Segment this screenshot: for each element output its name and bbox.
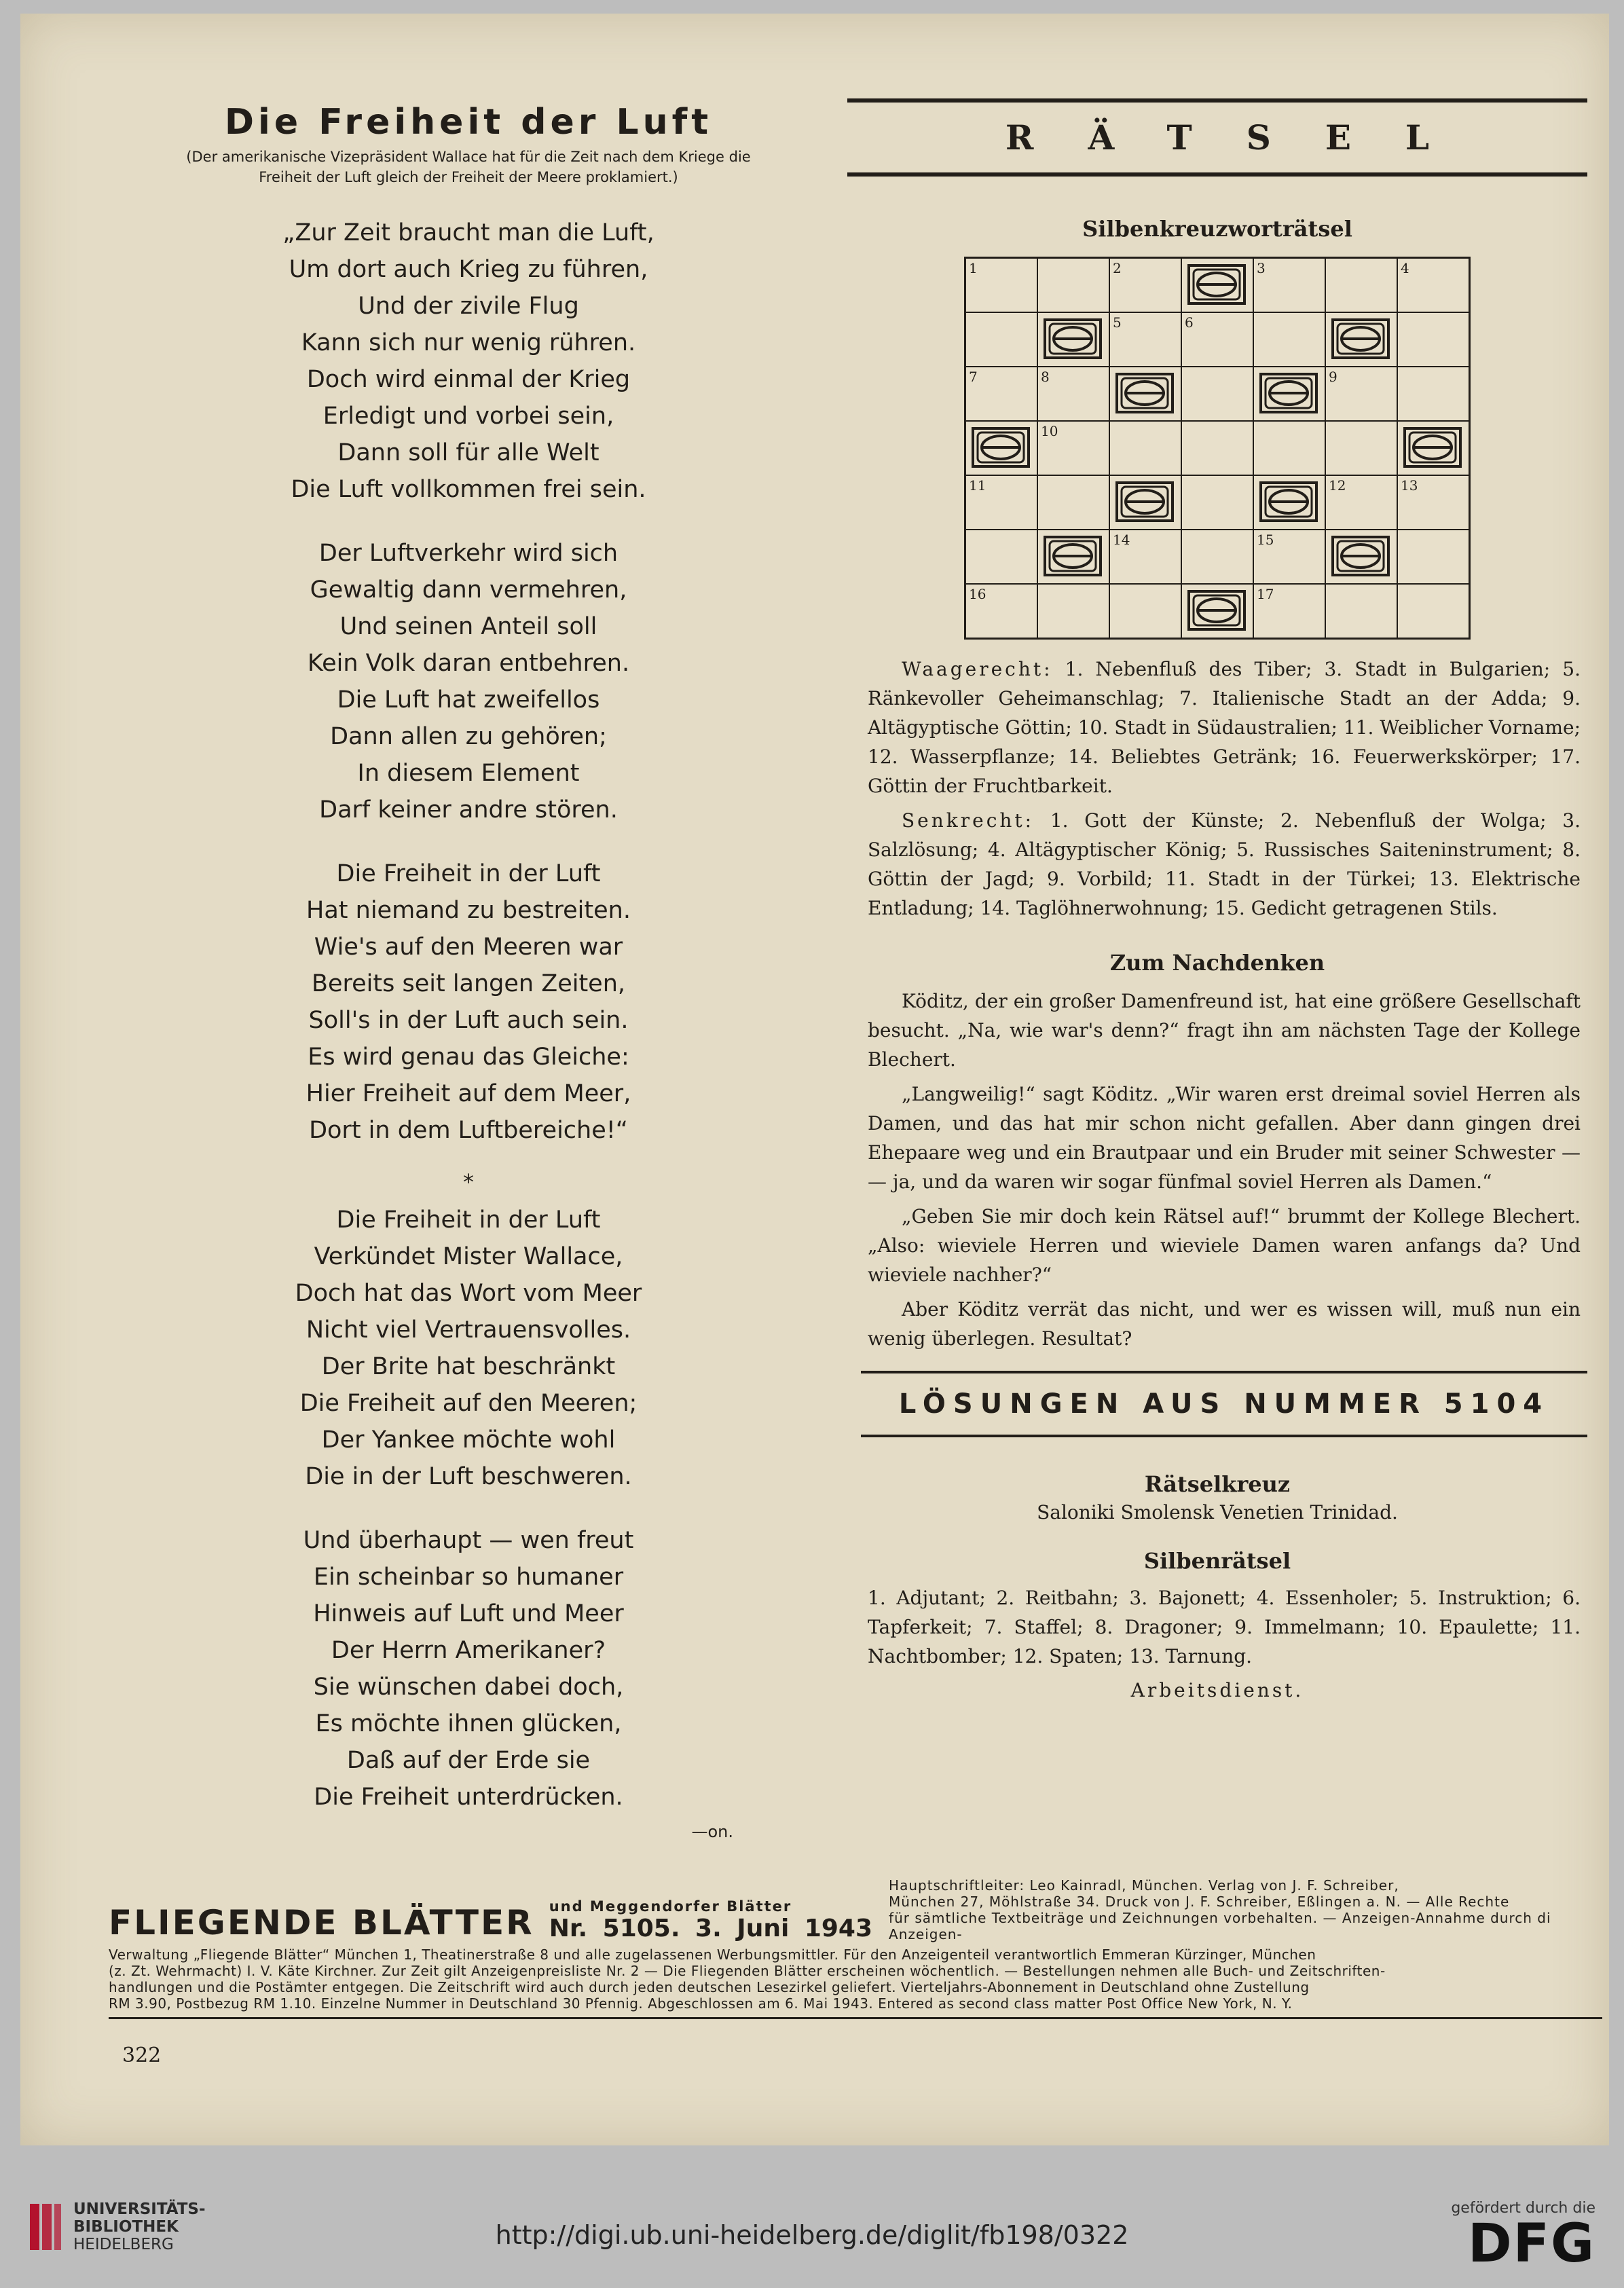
crossword-cell [1181, 312, 1253, 367]
crossword-cell [1037, 421, 1109, 475]
crossword-cell [1037, 584, 1109, 639]
issue-number: Nr. 5105. 3. Juni 1943 [549, 1915, 873, 1942]
poem-line: Soll's in der Luft auch sein. [308, 1007, 629, 1034]
think-paragraph: Aber Köditz verrät das nicht, und wer es wissen will, muß nun ein wenig überlegen. Resultat? [868, 1298, 1581, 1350]
crossword-cell [1109, 312, 1181, 367]
crossword-cell-number: 16 [969, 586, 986, 602]
imprint-line: München 27, Möhlstraße 34. Druck von J. F. Schreiber, Eßlingen a. N. — Alle Rechte [889, 1894, 1510, 1910]
crossword-row [965, 367, 1470, 421]
poem-stanza [95, 215, 842, 508]
crossword-wrapper [847, 257, 1587, 640]
think-paragraph: Köditz, der ein großer Damenfreund ist, hat eine größere Gesellschaft besucht. „Na, wie war's denn?“ fragt ihn am nächsten Tage der Kollege Blechert. [868, 990, 1581, 1071]
imprint-line: RM 3.90, Postbezug RM 1.10. Einzelne Nummer in Deutschland 30 Pfennig. Abgeschlossen am 6. Mai 1943. Entered as second class matter Post Office New York, N. Y. [109, 1995, 1293, 2012]
crossword-block-cell [1325, 530, 1397, 584]
clues-across-text: 1. Nebenfluß des Tiber; 3. Stadt in Bulgarien; 5. Ränkevoller Geheimanschlag; 7. Italienische Stadt an der Adda; 9. Altägyptische Göttin; 10. Stadt in Südaustralien; 11. Weiblicher Vorname; 12. Wasserpflanze; 14. Beliebtes Getränk; 16. Feuerwerkskörper; 17. Göttin der Fruchtbarkeit. [868, 658, 1581, 797]
poem-line: Die in der Luft beschweren. [305, 1463, 632, 1490]
poem-line: Es wird genau das Gleiche: [308, 1044, 629, 1071]
poem-line: Erledigt und vorbei sein, [322, 403, 614, 430]
crossword-row [965, 584, 1470, 639]
poem-line: Der Herrn Amerikaner? [331, 1637, 606, 1664]
masthead [109, 1877, 1602, 2019]
poem-line: Die Freiheit auf den Meeren; [299, 1390, 638, 1417]
crossword-row [965, 258, 1470, 313]
dfg-logo[interactable] [1451, 2200, 1595, 2274]
crossword-cell [1109, 584, 1181, 639]
page-number: 322 [122, 2044, 162, 2067]
crossword-cell [1181, 530, 1253, 584]
poem-line: Dann soll für alle Welt [337, 439, 599, 466]
poem-stanza [95, 535, 842, 828]
crossword-cell-number: 10 [1041, 423, 1058, 439]
imprint-line: Verwaltung „Fliegende Blätter“ München 1, Theatinerstraße 8 und alle zugelassenen Werbungsmittler. Für den Anzeigenteil verantwortlich Emmeran Kürzinger, München [109, 1946, 1316, 1963]
poem-stanza [95, 1202, 842, 1495]
crossword-cell [965, 475, 1038, 530]
magazine-name: FLIEGENDE BLÄTTER [109, 1903, 534, 1942]
crossword-cell [965, 584, 1038, 639]
think-paragraph: „Langweilig!“ sagt Köditz. „Wir waren erst dreimal soviel Herren als Damen, und das hat mir schon nicht gefallen. Aber dann gingen drei Ehepaare weg und ein Brautpaar und ein Bruder mit seiner Schwester — — ja, und da waren wir sogar fünfmal soviel Herren als Damen.“ [868, 1083, 1581, 1193]
crossword-cell [1109, 530, 1181, 584]
crossword-cell [965, 367, 1038, 421]
poem-column [95, 102, 842, 1841]
clues-across-label: Waagerecht: [902, 658, 1053, 680]
crossword-cell-number: 7 [969, 369, 978, 385]
clues-down-label: Senkrecht: [902, 809, 1035, 832]
ornament-block-icon [1258, 371, 1319, 415]
ornament-block-icon [1114, 480, 1175, 523]
crossword-block-cell [965, 421, 1038, 475]
solution2-text: 1. Adjutant; 2. Reitbahn; 3. Bajonett; 4. Essenholer; 5. Instruktion; 6. Tapferkeit; 7. Staffel; 8. Dragoner; 9. Immelmann; 10. Epaulette; 11. Nachtbomber; 12. Spaten; 13. Tarnung. [868, 1587, 1581, 1667]
poem-signature: —on. [691, 1822, 733, 1841]
poem-line: Und überhaupt — wen freut [303, 1527, 634, 1554]
crossword-cell [1253, 421, 1325, 475]
poem-line: „Zur Zeit braucht man die Luft, [282, 219, 654, 246]
crossword-cell [1253, 530, 1325, 584]
library-name-line: UNIVERSITÄTS- [73, 2200, 206, 2218]
poem-line: Sie wünschen dabei doch, [313, 1674, 624, 1701]
crossword-cell [1397, 312, 1470, 367]
dfg-wordmark: DFG [1467, 2213, 1595, 2274]
think-text [868, 986, 1581, 1353]
crossword-cell-number: 5 [1113, 314, 1122, 331]
imprint-line: handlungen und die Postämter entgegen. Die Zeitschrift wird auch durch jeden deutschen Lesezirkel geliefert. Vierteljahrs-Abonnement in Deutschland ohne Zustellung [109, 1979, 1310, 1995]
library-name-line: BIBLIOTHEK [73, 2218, 179, 2236]
crossword-cell [1109, 258, 1181, 313]
crossword-block-cell [1253, 367, 1325, 421]
poem-line: Die Luft vollkommen frei sein. [291, 476, 646, 503]
crossword-cell-number: 9 [1329, 369, 1337, 385]
ornament-block-icon [970, 426, 1031, 469]
poem-line: Dort in dem Luftbereiche!“ [309, 1117, 628, 1144]
crossword-cell [1181, 475, 1253, 530]
crossword-cell [1253, 312, 1325, 367]
crossword-row [965, 312, 1470, 367]
crossword-cell [1325, 258, 1397, 313]
crossword-cell [1397, 367, 1470, 421]
poem-line: Es möchte ihnen glücken, [315, 1710, 622, 1737]
poem-title: Die Freiheit der Luft [224, 102, 713, 143]
poem-line: Darf keiner andre stören. [319, 796, 618, 824]
masthead-meggendorfer: und Meggendorfer Blätter [549, 1898, 792, 1915]
crossword-row [965, 421, 1470, 475]
ornament-block-icon [1114, 371, 1175, 415]
poem-line: Doch wird einmal der Krieg [306, 366, 631, 393]
crossword-cell [1037, 367, 1109, 421]
poem-subtitle-line: (Der amerikanische Vizepräsident Wallace hat für die Zeit nach dem Kriege die [186, 149, 751, 165]
crossword-cell-number: 2 [1113, 260, 1122, 276]
crossword-cell [965, 258, 1038, 313]
poem-line: Die Freiheit in der Luft [336, 1206, 601, 1234]
ornament-block-icon [1186, 263, 1247, 306]
puzzle-column [847, 98, 1587, 1726]
crossword-cell-number: 15 [1257, 532, 1274, 548]
crossword-row [965, 475, 1470, 530]
poem-line: Und der zivile Flug [358, 293, 579, 320]
crossword-cell-number: 13 [1401, 477, 1418, 494]
crossword-cell [1397, 530, 1470, 584]
crossword-grid [964, 257, 1471, 640]
ornament-block-icon [1402, 426, 1463, 469]
digitization-footer [0, 2173, 1624, 2288]
solutions-header: LÖSUNGEN AUS NUMMER 5104 [898, 1388, 1550, 1420]
crossword-cell [1325, 584, 1397, 639]
crossword-cell-number: 3 [1257, 260, 1266, 276]
poem-line: Um dort auch Krieg zu führen, [289, 256, 648, 283]
crossword-cell [1397, 584, 1470, 639]
library-name-line: HEIDELBERG [73, 2236, 174, 2253]
crossword-cell-number: 1 [969, 260, 978, 276]
crossword-row [965, 530, 1470, 584]
puzzle-header: RÄTSEL [1005, 117, 1484, 158]
imprint-line: Hauptschriftleiter: Leo Kainradl, München. Verlag von J. F. Schreiber, [889, 1877, 1399, 1894]
poem-line: Die Freiheit unterdrücken. [314, 1784, 623, 1811]
poem-line: Daß auf der Erde sie [346, 1747, 591, 1774]
crossword-cell [1109, 421, 1181, 475]
masthead-issue-block [549, 1898, 872, 1942]
crossword-block-cell [1397, 421, 1470, 475]
poem-line: Und seinen Anteil soll [339, 613, 597, 640]
ornament-block-icon [1258, 480, 1319, 523]
divider [109, 2017, 1602, 2019]
crossword-cell-number: 6 [1185, 314, 1194, 331]
poem-line: Nicht viel Vertrauensvolles. [306, 1316, 631, 1344]
solution2-text-block [868, 1583, 1581, 1671]
crossword-cell [1037, 475, 1109, 530]
poem-stanza [95, 855, 842, 1149]
crossword-block-cell [1037, 530, 1109, 584]
crossword-cell [1037, 258, 1109, 313]
poem-line: Hat niemand zu bestreiten. [306, 897, 631, 924]
funded-by-caption: gefördert durch die [1451, 2200, 1595, 2217]
clues-across [868, 654, 1581, 800]
poem-line: Wie's auf den Meeren war [314, 934, 623, 961]
crossword-cell-number: 17 [1257, 586, 1274, 602]
crossword-cell [1325, 421, 1397, 475]
poem-line: Doch hat das Wort vom Meer [295, 1280, 642, 1307]
poem-body [95, 215, 842, 1815]
poem-line: Der Yankee möchte wohl [321, 1426, 616, 1454]
crossword-block-cell [1181, 584, 1253, 639]
crossword-cell-number: 4 [1401, 260, 1409, 276]
crossword-cell [1325, 367, 1397, 421]
crossword-cell [1181, 421, 1253, 475]
crossword-cell-number: 14 [1113, 532, 1130, 548]
crossword-cell-number: 8 [1041, 369, 1050, 385]
poem-line: Hinweis auf Luft und Meer [313, 1600, 624, 1627]
poem-line: Kann sich nur wenig rühren. [301, 329, 636, 356]
poem-subtitle [95, 147, 842, 187]
poem-line: In diesem Element [357, 760, 580, 787]
permalink-url[interactable]: http://digi.ub.uni-heidelberg.de/diglit/fb198/0322 [495, 2220, 1129, 2250]
poem-subtitle-line: Freiheit der Luft gleich der Freiheit der Meere proklamiert.) [259, 169, 678, 185]
crossword-cell [1181, 367, 1253, 421]
magazine-page [20, 14, 1609, 2145]
think-title: Zum Nachdenken [1109, 950, 1325, 976]
poem-line: Die Luft hat zweifellos [337, 686, 600, 714]
crossword-block-cell [1109, 475, 1181, 530]
poem-line: Ein scheinbar so humaner [313, 1564, 624, 1591]
crossword-cell [1325, 475, 1397, 530]
crossword-block-cell [1253, 475, 1325, 530]
crossword-cell [1253, 584, 1325, 639]
ornament-block-icon [1330, 534, 1391, 578]
solution2-title: Silbenrätsel [1143, 1548, 1291, 1574]
divider [847, 172, 1587, 177]
solution2-answer: Arbeitsdienst. [1130, 1679, 1304, 1701]
ornament-block-icon [1186, 589, 1247, 632]
ornament-block-icon [1330, 317, 1391, 361]
poem-line: Dann allen zu gehören; [330, 723, 607, 750]
ornament-block-icon [1042, 534, 1103, 578]
crossword-cell-number: 12 [1329, 477, 1346, 494]
poem-line: Bereits seit langen Zeiten, [311, 970, 626, 997]
crossword-cell [1253, 258, 1325, 313]
poem-line: Der Brite hat beschränkt [321, 1353, 616, 1380]
crossword-block-cell [1037, 312, 1109, 367]
poem-line: Hier Freiheit auf dem Meer, [306, 1080, 631, 1107]
crossword-cell [965, 312, 1038, 367]
crossword-cell [965, 530, 1038, 584]
masthead-row [109, 1877, 1602, 1942]
crossword-block-cell [1109, 367, 1181, 421]
solution1-text: Saloniki Smolensk Venetien Trinidad. [1037, 1501, 1398, 1524]
crossword-cell [1397, 258, 1470, 313]
masthead-imprint [889, 1877, 1602, 1942]
poem-line: Der Luftverkehr wird sich [318, 540, 619, 567]
crossword-cell [1397, 475, 1470, 530]
think-paragraph: „Geben Sie mir doch kein Rätsel auf!“ brummt der Kollege Blechert. „Also: wieviele Herren und wieviele Damen waren anfangs da? Und wieviele nachher?“ [868, 1205, 1581, 1286]
poem-line: Verkündet Mister Wallace, [314, 1243, 623, 1270]
crossword-block-cell [1181, 258, 1253, 313]
divider [861, 1435, 1587, 1437]
poem-line: Kein Volk daran entbehren. [307, 650, 630, 677]
clues-down [868, 806, 1581, 923]
imprint-line: für sämtliche Textbeiträge und Zeichnungen vorbehalten. — Anzeigen-Annahme durch di Anzeigen- [889, 1910, 1551, 1942]
poem-line: Die Freiheit in der Luft [336, 860, 601, 887]
crossword-title: Silbenkreuzworträtsel [1082, 216, 1352, 242]
crossword-cell-number: 11 [969, 477, 986, 494]
poem-stanza [95, 1522, 842, 1815]
clues-down-text: 1. Gott der Künste; 2. Nebenfluß der Wolga; 3. Salzlösung; 4. Altägyptischer König; 5. Russisches Saiteninstrument; 8. Göttin der Jagd; 9. Vorbild; 11. Stadt in der Türkei; 13. Elektrische Entladung; 14. Taglöhnerwohnung; 15. Gedicht getragenen Stils. [868, 809, 1581, 919]
poem-line: Gewaltig dann vermehren, [310, 576, 627, 604]
imprint-line: (z. Zt. Wehrmacht) I. V. Käte Kirchner. Zur Zeit gilt Anzeigenpreisliste Nr. 2 — Die Fliegenden Blätter erscheinen wöchentlich. — Bestellungen nehmen alle Buch- und Zeitschriften- [109, 1963, 1386, 1979]
crossword-clues [868, 654, 1581, 923]
crossword-block-cell [1325, 312, 1397, 367]
masthead-body [109, 1946, 1602, 2012]
ornament-block-icon [1042, 317, 1103, 361]
solution1-title: Rätselkreuz [1144, 1471, 1291, 1497]
poem-separator: * [463, 1169, 474, 1195]
